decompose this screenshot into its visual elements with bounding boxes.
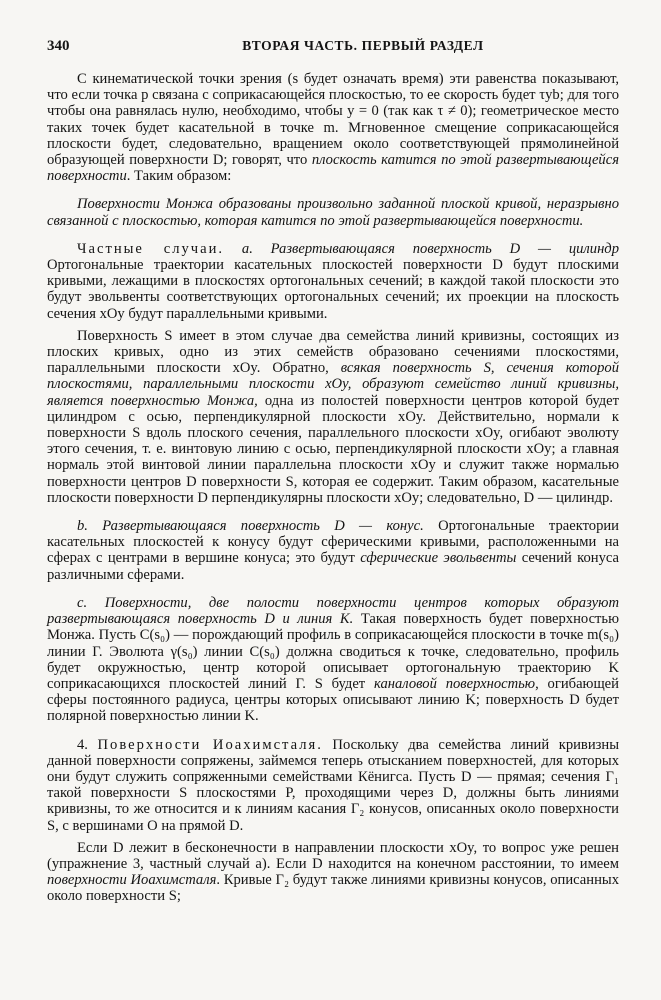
text-run: каналовой поверхностью bbox=[374, 675, 536, 692]
paragraph-surface-s bbox=[47, 328, 619, 506]
text-run: c. Поверхности, две полости поверхности центров которых образуют развертывающаяся поверхность D и линия K. bbox=[47, 594, 619, 628]
text-run: С кинематической точки зрения (s будет означать время) эти равенства показывают, что если точка p связана с соприкасающейся плоскостью, то ее скорость будет τyb; для того чтобы она равнялась нулю, необходимо, чтобы y = 0 (так как τ ≠ 0); геометрическое место таких точек будет касательной в точке m. Мгновенное смещение соприкасающейся плоскости будет, следовательно, вращением около соответствующей прямолинейной образующей поверхности D; говорят, что bbox=[47, 71, 619, 169]
text-run: b. Развертывающаяся поверхность D — конус. bbox=[77, 518, 424, 535]
paragraph-kinematic bbox=[47, 71, 619, 184]
text-run: Такая поверхность будет поверхностью Монжа. Пусть C(s₀) — порождающий профиль в соприкасающейся плоскости в точке m(s₀) линии Γ. Эволюта γ(s₀) линии C(s₀) должна сводиться к точке, следовательно, профиль будет окружностью, центр которой описывает ортогональную траекторию K соприкасающихся плоскостей линий Γ. S будет bbox=[47, 611, 619, 692]
text-run: плоскость катится по этой развертывающейся поверхности bbox=[47, 152, 619, 185]
text-run: 4. bbox=[77, 736, 98, 753]
running-head: ВТОРАЯ ЧАСТЬ. ПЕРВЫЙ РАЗДЕЛ bbox=[242, 38, 484, 53]
page-header bbox=[47, 38, 619, 55]
text-run: поверхности Иоахимсталя bbox=[47, 872, 217, 889]
text-run: Частные случаи. bbox=[77, 240, 225, 257]
paragraph-line-at-infinity bbox=[47, 840, 619, 905]
paragraph-special-case-c bbox=[47, 595, 619, 725]
text-run: Поверхности Монжа образованы произвольно заданной плоской кривой, неразрывно связанной с плоскостью, которая катится по этой развертывающейся поверхности. bbox=[47, 196, 619, 229]
text-run: a. Развертывающаяся поверхность D — цилиндр bbox=[241, 240, 619, 257]
text-run bbox=[224, 241, 242, 257]
paragraph-special-case-a bbox=[47, 241, 619, 322]
text-run: Поверхности Иоахимсталя. bbox=[97, 736, 323, 753]
text-run: . Кривые Γ₂ будут также линиями кривизны конусов, описанных около поверхности S; bbox=[47, 872, 619, 905]
text-run: всякая поверхность S, сечения которой плоскостями, параллельными плоскости xOy, образуют семейство линий кривизны, является поверхностью Монжа, bbox=[47, 360, 619, 409]
text-run: Поскольку два семейства линий кривизны данной поверхности сопряжены, займемся теперь отысканием поверхностей, для которых они будут служить сопряженными семействами Кёнигса. Пусть D — прямая; сечения Γ₁ такой поверхности S плоскостями P, проходящими через D, должны быть линиями кривизны, то же относится и к линиям касания Γ₂ конусов, описанных около поверхности S, с вершинами O на прямой D. bbox=[47, 736, 620, 834]
text-run: Поверхность S имеет в этом случае два семейства линий кривизны, состоящих из плоских кривых, одно из этих семейств образовано сечениями плоскостями, параллельными плоскости xOy. Обратно, bbox=[47, 327, 619, 377]
text-run: Если D лежит в бесконечности в направлении плоскости xOy, то вопрос уже решен (упражнение 3, частный случай a). Если D находится на конечном расстоянии, то имеем bbox=[47, 839, 619, 872]
page-number: 340 bbox=[47, 38, 70, 54]
text-run: Ортогональные траектории касательных плоскостей к конусу будут сферическими кривыми, расположенными на сферах с центрами в вершине конуса; это будут bbox=[47, 518, 619, 567]
text-run: сферические эвольвенты bbox=[360, 550, 517, 567]
text-run: одна из полостей поверхности центров которой будет цилиндром с осью, перпендикулярной плоскости xOy. Действительно, нормали к поверхности S вдоль плоского сечения, параллельного плоскости xOy, огибают эволюту этого сечения, т. е. винтовую линию с осью, перпендикулярной плоскости xOy; а главная нормаль этой винтовой линии параллельна плоскости xOy и служит также нормалью поверхности центров D поверхности S, которая ее содержит. Таким образом, касательные плоскости поверхности D перпендикулярны плоскости xOy; следовательно, D — цилиндр. bbox=[47, 392, 619, 506]
paragraph-special-case-b bbox=[47, 518, 619, 583]
paragraph-monge-theorem bbox=[47, 196, 619, 228]
text-run: , огибающей сферы постоянного радиуса, центры которых описывают линию K; поверхность D будет полярной поверхностью линии K. bbox=[47, 675, 619, 725]
text-run: сечений конуса различными сферами. bbox=[47, 550, 620, 583]
paragraph-joachimsthal-surfaces bbox=[47, 737, 619, 834]
text-run: Ортогональные траектории касательных плоскостей поверхности D будут плоскими кривыми, лежащими в плоскостях ортогональных сечений; в каждой такой плоскости это будут эвольвенты соответствующих ортогональных сечений; их проекции на плоскость сечения xOy будут параллельными кривыми. bbox=[47, 257, 619, 322]
text-run: . Таким образом: bbox=[126, 168, 232, 185]
